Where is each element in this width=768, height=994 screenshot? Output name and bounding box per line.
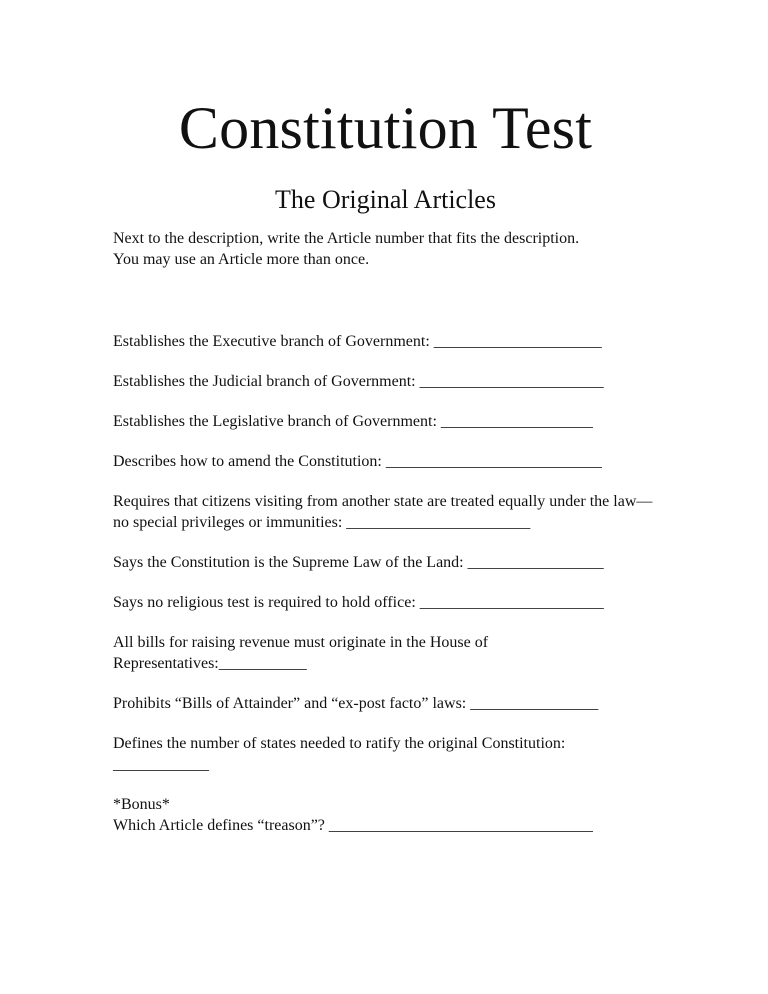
answer-blank[interactable]: ___________	[218, 655, 307, 672]
answer-blank[interactable]: _______________________	[346, 514, 531, 531]
answer-blank[interactable]: ___________________________	[385, 453, 602, 470]
question-item	[113, 693, 658, 714]
question-item	[113, 331, 658, 352]
question-item	[113, 451, 658, 472]
question-text: Requires that citizens visiting from another state are treated equally under the law—no special privileges or immunities:	[113, 493, 653, 531]
question-text: Prohibits “Bills of Attainder” and “ex-post facto” laws:	[113, 695, 471, 712]
bonus-answer-blank[interactable]: _________________________________	[328, 817, 593, 834]
question-item	[113, 733, 658, 775]
question-text: All bills for raising revenue must originate in the House of Representatives:	[113, 634, 489, 672]
question-list	[113, 270, 658, 775]
answer-blank[interactable]: _______________________	[419, 594, 604, 611]
bonus-label: *Bonus*	[113, 796, 170, 813]
instructions-line-2: You may use an Article more than once.	[113, 251, 370, 268]
answer-blank[interactable]: _______________________	[419, 373, 604, 390]
question-text: Says the Constitution is the Supreme Law of the Land:	[113, 554, 468, 571]
bonus-question-text: Which Article defines “treason”?	[113, 817, 329, 834]
instructions	[113, 216, 658, 270]
bonus-question	[113, 794, 658, 836]
question-item	[113, 411, 658, 432]
question-item	[113, 632, 658, 674]
question-item	[113, 491, 658, 533]
question-text: Describes how to amend the Constitution:	[113, 453, 386, 470]
answer-blank[interactable]: ________________	[470, 695, 599, 712]
answer-blank[interactable]: _________________	[467, 554, 604, 571]
question-text: Defines the number of states needed to ratify the original Constitution:	[113, 735, 566, 752]
question-text: Establishes the Legislative branch of Government:	[113, 413, 441, 430]
question-text: Establishes the Executive branch of Government:	[113, 333, 434, 350]
question-item	[113, 592, 658, 613]
question-item	[113, 371, 658, 392]
question-text: Establishes the Judicial branch of Government:	[113, 373, 420, 390]
instructions-line-1: Next to the description, write the Article number that fits the description.	[113, 230, 580, 247]
question-item	[113, 552, 658, 573]
answer-blank[interactable]: _____________________	[433, 333, 602, 350]
page-subtitle: The Original Articles	[275, 185, 496, 214]
answer-blank[interactable]: ____________	[113, 756, 209, 773]
question-text: Says no religious test is required to hold office:	[113, 594, 420, 611]
answer-blank[interactable]: ___________________	[440, 413, 593, 430]
page-title: Constitution Test	[178, 95, 593, 161]
